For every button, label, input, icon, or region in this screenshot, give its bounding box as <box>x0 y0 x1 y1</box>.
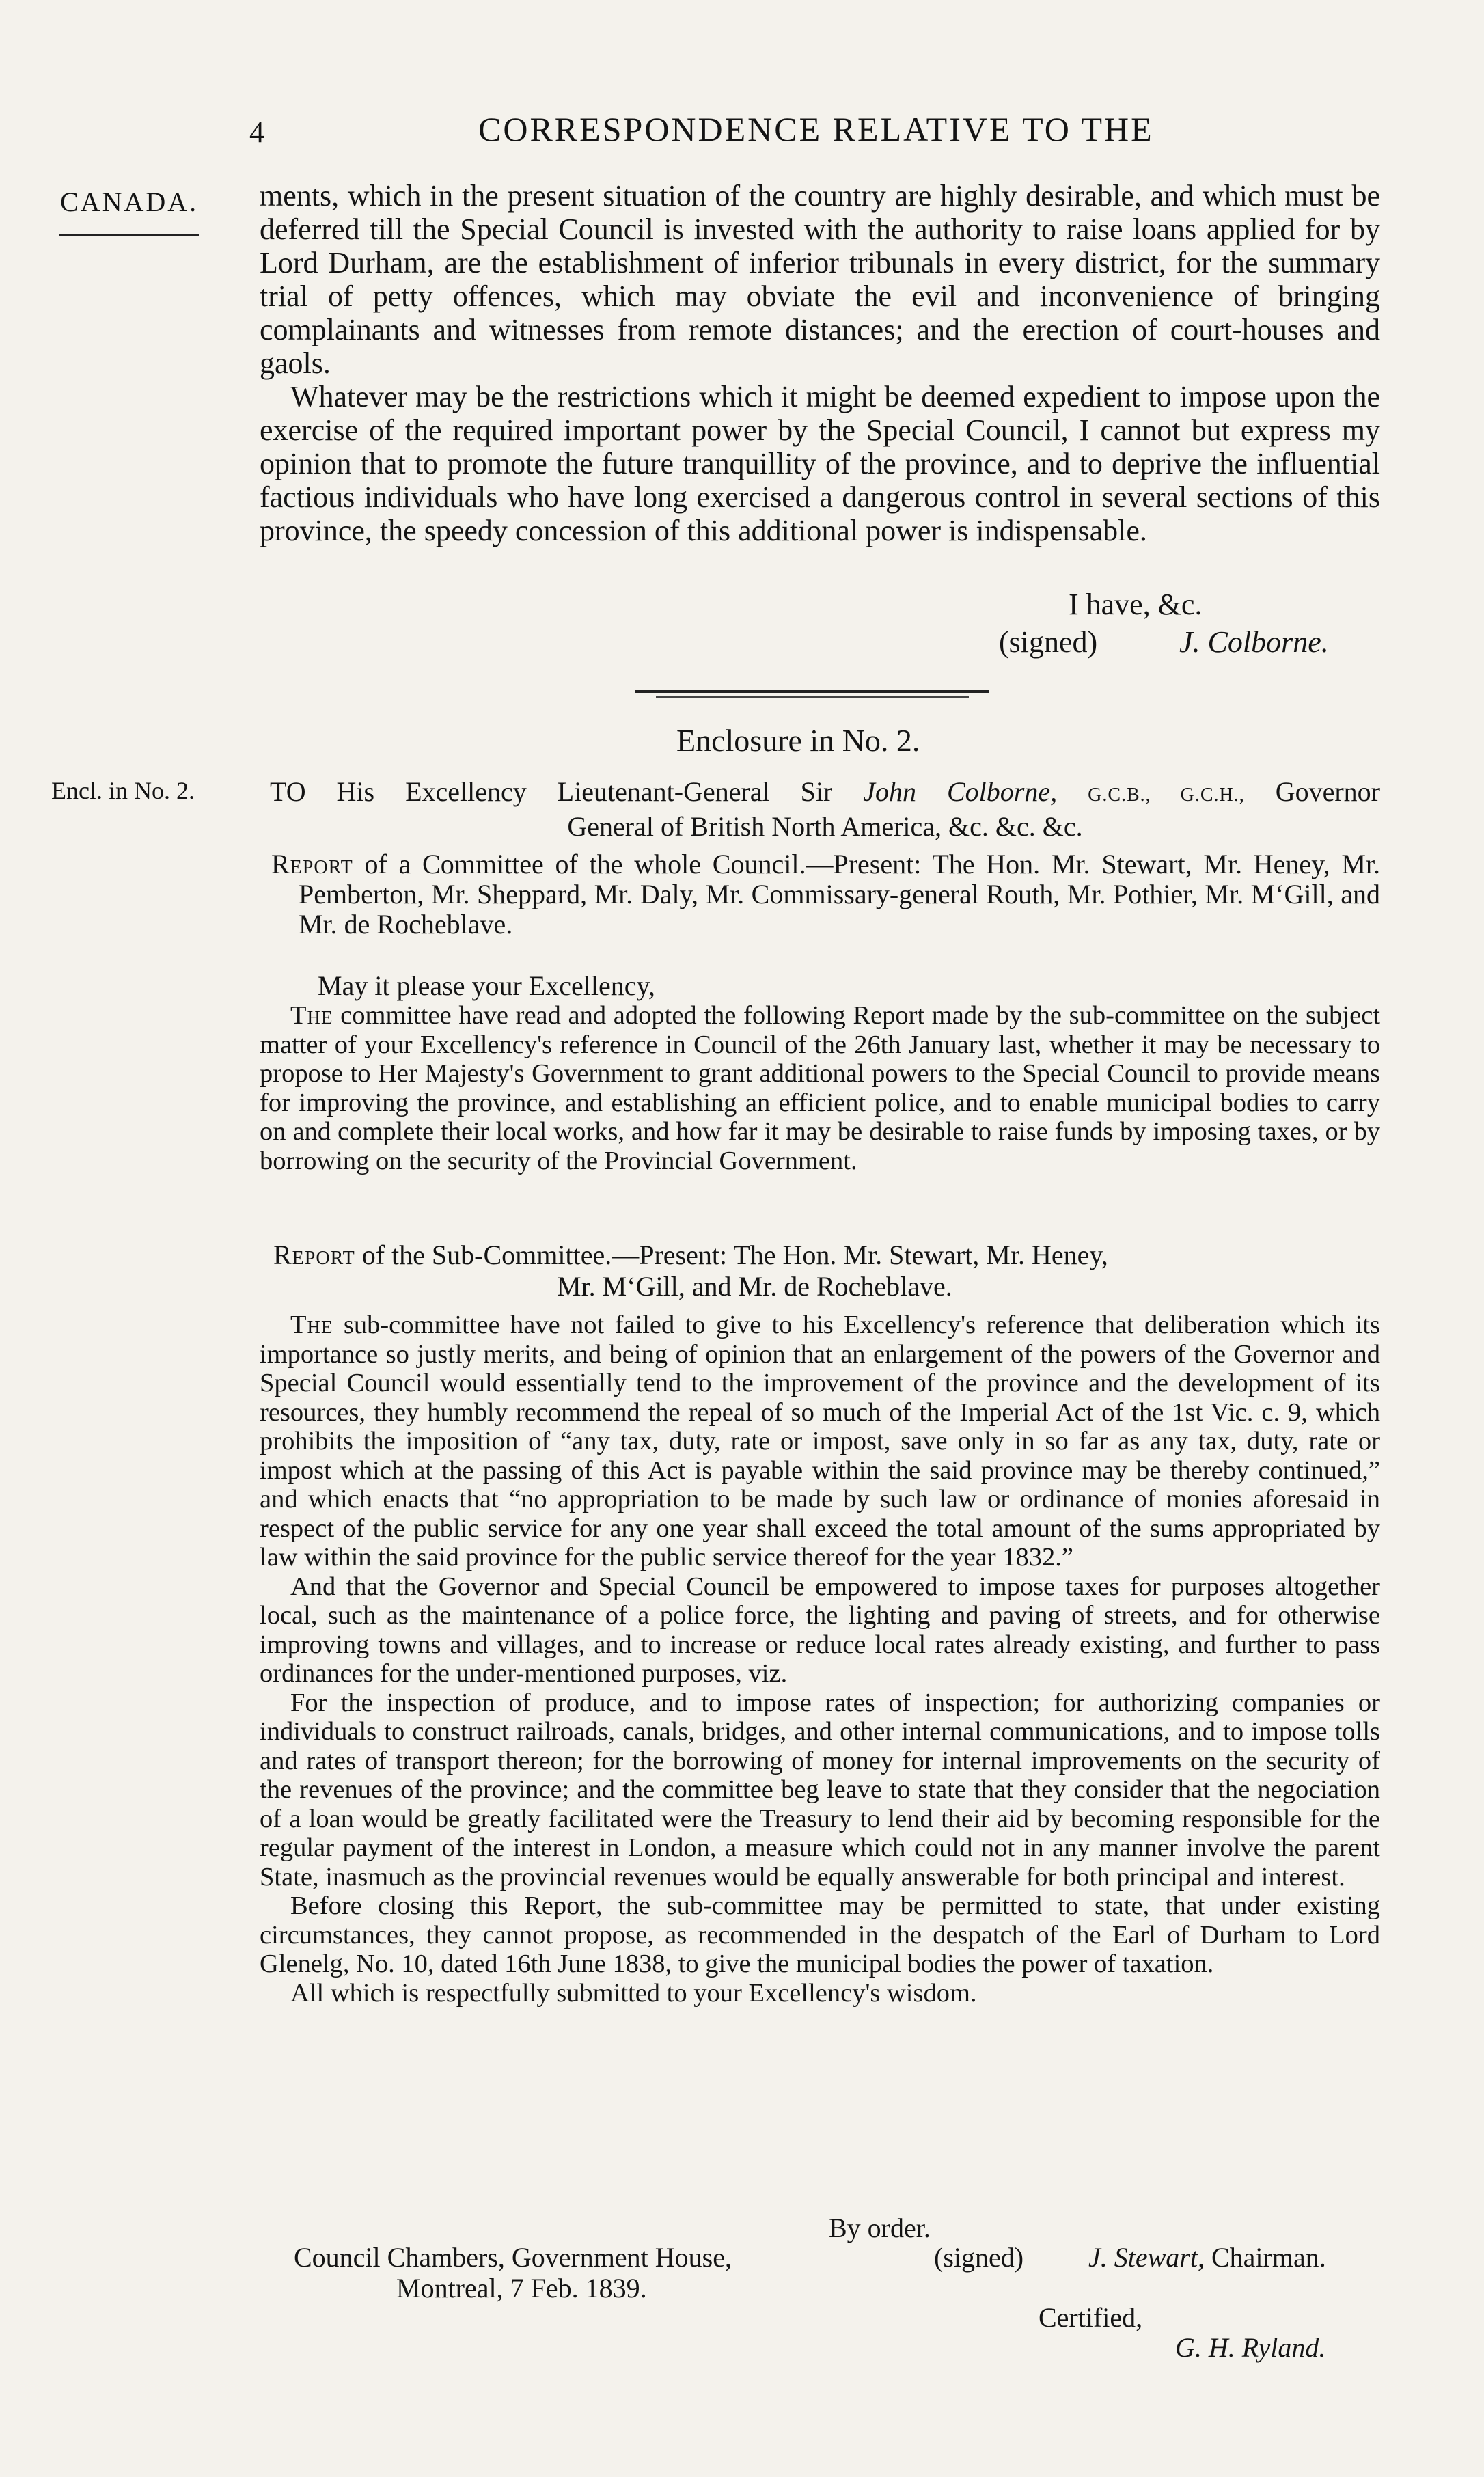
certifier-signature: G. H. Ryland. <box>1175 2332 1326 2363</box>
by-order: By order. <box>829 2213 931 2243</box>
address-name: John Colborne, <box>863 776 1058 807</box>
salutation: May it please your Excellency, <box>318 970 655 1001</box>
enclosure-heading: Enclosure in No. 2. <box>676 723 920 758</box>
sub-paragraph: Before closing this Report, the sub-committee may be permitted to state, that under existing circumstances, they cannot propose, as recommended in the despatch of the Earl of Durham to Lord Glenelg, No. 10, dated 16th June 1838, to give the municipal bodies the power of taxation. <box>260 1891 1380 1978</box>
section-divider <box>635 690 989 693</box>
section-divider-thin <box>656 696 969 698</box>
committee-lead: The <box>290 1001 333 1030</box>
sub-lead: The <box>290 1311 333 1339</box>
report-text: of a Committee of the whole Council.—Present: The Hon. Mr. Stewart, Mr. Heney, Mr. Pemberton, Mr. Sheppard, Mr. Daly, Mr. Commissary-general Routh, Mr. Pothier, Mr. M‘Gill, and Mr. de Rocheblave. <box>299 849 1381 940</box>
margin-note-enclosure: Encl. in No. 2. <box>51 777 195 804</box>
letter-paragraph: ments, which in the present situation of the country are highly desirable, and which must be deferred till the Special Council is invested with the authority to raise loans applied for by Lord Durham, are the establishment of inferior tribunals in every district, for the summary trial of petty offences, which may obviate the evil and inconvenience of bringing complainants and witnesses from remote distances; and the erection of court-houses and gaols. <box>260 179 1380 380</box>
address-rest: Governor <box>1275 776 1380 807</box>
chairman-name: J. Stewart, <box>1088 2242 1205 2273</box>
report-label: Report <box>271 849 353 879</box>
running-title: CORRESPONDENCE RELATIVE TO THE <box>478 110 1154 148</box>
letter-paragraph: Whatever may be the restrictions which it might be deemed expedient to impose upon the exercise of the required important power by the Special Council, I cannot but express my opinion that to promote the future tranquillity of the province, and to deprive the influential factious individuals who have long exercised a dangerous control in several sections of this province, the speedy concession of this additional power is indispensable. <box>260 380 1380 547</box>
sub-report-heading <box>273 1240 1380 1270</box>
letter-closing: I have, &c. <box>1069 588 1203 621</box>
sub-paragraph-text: sub-committee have not failed to give to his Excellency's reference that deliberation which its importance so justly merits, and being of opinion that an enlargement of the powers of the Governor and Special Council would essentially tend to the improvement of the province and the development of its resources, they humbly recommend the repeal of so much of the Imperial Act of the 1st Vic. c. 9, which prohibits the imposition of “any tax, duty, rate or impost, save only in so far as any tax, duty, rate or impost which at the passing of this Act is payable within the said province may be thereby continued,” and which enacts that “no appropriation to be made by such law or ordinance of monies aforesaid in respect of the public service for any one year shall exceed the total amount of the sums appropriated by law within the said province for the public service thereof for the year 1832.” <box>260 1311 1381 1572</box>
committee-text: committee have read and adopted the following Report made by the sub-committee on the subject matter of your Excellency's reference in Council of the 26th January last, whether it may be necessary to propose to Her Majesty's Government to grant additional powers to the Special Council to provide means for improving the province, and establishing an efficient police, and to enable municipal bodies to carry on and complete their local works, and how far it may be desirable to raise funds by imposing taxes, or by borrowing on the security of the Provincial Government. <box>260 1001 1380 1175</box>
letter-signature: J. Colborne. <box>1179 625 1329 659</box>
address-block <box>270 776 1380 843</box>
address-prefix: TO His Excellency Lieutenant-General Sir <box>270 776 833 807</box>
letter-signed-label: (signed) <box>999 625 1098 659</box>
certified-label: Certified, <box>1039 2302 1143 2333</box>
address-honours: G.C.B., G.C.H., <box>1088 784 1245 806</box>
sub-paragraph: For the inspection of produce, and to impose rates of inspection; for authorizing companies or individuals to construct railroads, canals, bridges, and other internal communications, and to impose tolls and rates of transport thereon; for the borrowing of money for internal improvements on the security of the revenues of the province; and the committee beg leave to state that they consider that the negociation of a loan would be greatly facilitated were the Treasury to lend their aid by becoming responsible for the regular payment of the interest in London, a measure which could not in any manner involve the parent State, inasmuch as the provincial revenues would be equally answerable for both principal and interest. <box>260 1688 1380 1891</box>
sub-report-line-2: Mr. M‘Gill, and Mr. de Rocheblave. <box>557 1271 952 1302</box>
place-line-1: Council Chambers, Government House, <box>294 2242 732 2273</box>
address-line-2: General of British North America, &c. &c. &c. <box>567 811 1083 842</box>
sub-paragraph: And that the Governor and Special Council be empowered to impose taxes for purposes altogether local, such as the maintenance of a police force, the lighting and paving of streets, and for otherwise improving towns and villages, and to increase or reduce local rates already existing, and further to pass ordinances for the under-mentioned purposes, viz. <box>260 1572 1380 1688</box>
enclosure-signed-label: (signed) <box>934 2242 1024 2273</box>
sub-report-body <box>260 1311 1380 2008</box>
chairman-signature <box>1088 2241 1326 2273</box>
letter-body <box>260 179 1380 547</box>
committee-paragraph <box>260 1001 1380 1175</box>
margin-divider <box>59 234 199 236</box>
margin-note-canada: CANADA. <box>60 187 199 217</box>
sub-paragraph <box>260 1311 1380 1572</box>
page-number: 4 <box>249 115 264 149</box>
sub-report-label: Report <box>273 1240 355 1270</box>
chairman-title: Chairman. <box>1211 2242 1326 2273</box>
place-line-2: Montreal, 7 Feb. 1839. <box>396 2273 647 2303</box>
committee-report-heading <box>271 849 1380 940</box>
sub-report-text: of the Sub-Committee.—Present: The Hon. Mr. Stewart, Mr. Heney, <box>361 1240 1108 1270</box>
sub-paragraph: All which is respectfully submitted to your Excellency's wisdom. <box>290 1978 977 2008</box>
